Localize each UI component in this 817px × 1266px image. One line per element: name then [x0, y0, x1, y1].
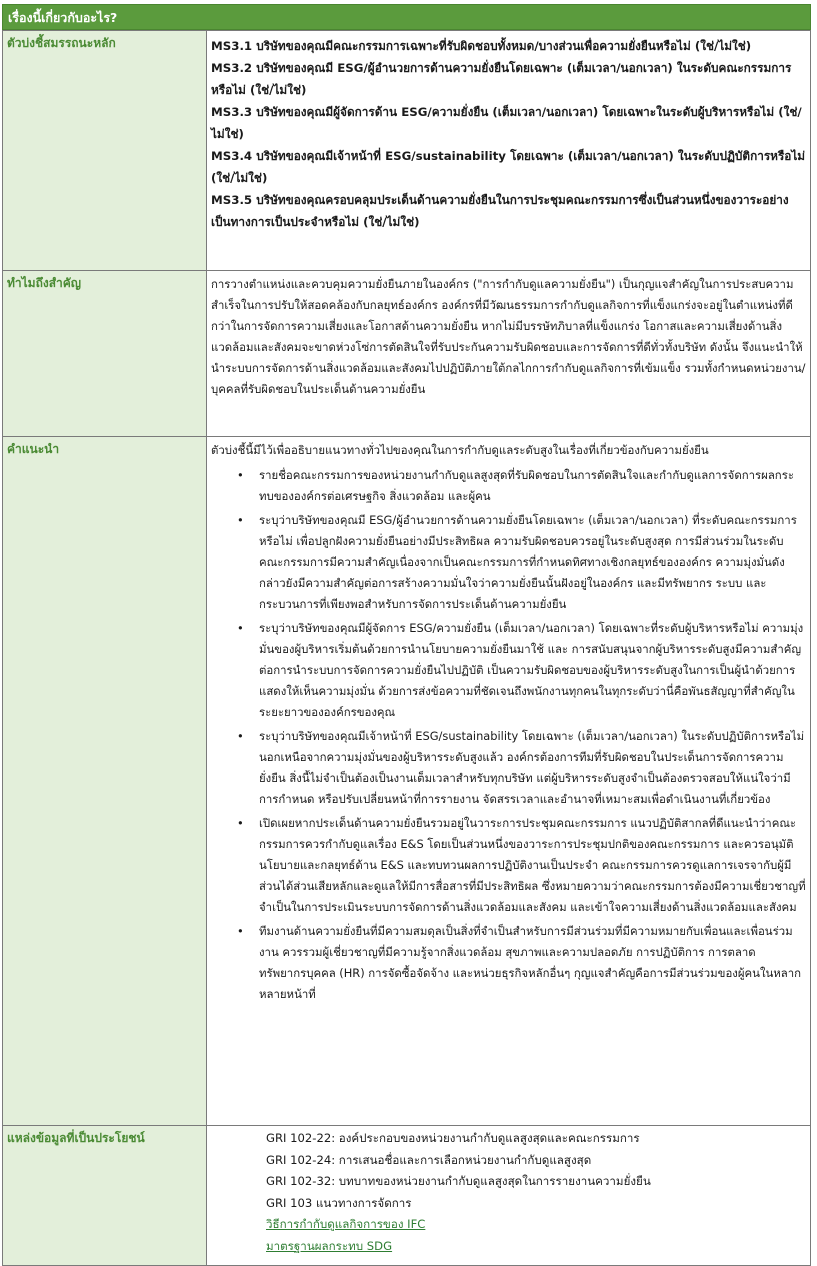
- key-indicators-label: ตัวบ่งชี้สมรรถนะหลัก: [3, 31, 207, 271]
- indicator-item: MS3.1 บริษัทของคุณมีคณะกรรมการเฉพาะที่รับผิดชอบทั้งหมด/บางส่วนเพื่อความยั่งยืนหรือไม่ (ใช่/ไม่ใช่): [211, 39, 752, 53]
- sdg-impact-standards-link[interactable]: มาตรฐานผลกระทบ SDG: [266, 1238, 393, 1253]
- why-content: [207, 271, 811, 437]
- recommendation-intro: ตัวบ่งชี้นี้มีไว้เพื่ออธิบายแนวทางทั่วไปของคุณในการกำกับดูแลระดับสูงในเรื่องที่เกี่ยวข้องกับความยั่งยืน: [211, 443, 709, 457]
- list-item: • ระบุว่าบริษัทของคุณมี ESG/ผู้อำนวยการด้านความยั่งยืนโดยเฉพาะ (เต็มเวลา/นอกเวลา) ที่ระดับคณะกรรมการหรือไม่ เพื่อปลูกฝังความยั่งยืนอย่างมีประสิทธิผล ความรับผิดชอบควรอยู่ในระดับสูงสุด การมีส่วนร่วมในระดับคณะกรรมการมีความสำคัญเนื่องจากเป็นคณะกรรมการที่กำหนดทิศทางเชิงกลยุทธ์ขององค์กร ความมุ่งมั่นดังกล่าวยังมีความสำคัญต่อการสร้างความมั่นใจว่าความยั่งยืนนั้นฝังอยู่ในองค์กร และมีทรัพยากร ระบบ และกระบวนการที่เพียงพอสำหรับการจัดการประเด็นด้านความยั่งยืน: [259, 510, 806, 615]
- why-text: การวางตำแหน่งและควบคุมความยั่งยืนภายในองค์กร ("การกำกับดูแลความยั่งยืน") เป็นกุญแจสำคัญในการประสบความสำเร็จในการปรับให้สอดคล้องกับกลยุทธ์องค์กร องค์กรที่มีวัฒนธรรมการกำกับดูแลกิจการที่แข็งแกร่งจะอยู่ในตำแหน่งที่ดีกว่าในการจัดการความเสี่ยงและโอกาสด้านความยั่งยืน หากไม่มีบรรษัทภิบาลที่แข็งแกร่ง โอกาสและความเสี่ยงด้านสิ่งแวดล้อมและสังคมจะขาดห่วงโซ่การตัดสินใจที่รับประกันความรับผิดชอบและการจัดการที่ดีทั่วทั้งบริษัท ดังนั้น จึงแนะนำให้นำระบบการจัดการด้านสิ่งแวดล้อมและสังคมไปปฏิบัติภายใต้กลไกการกำกับดูแลกิจการที่เข้มแข็ง รวมทั้งกำหนดหน่วยงาน/บุคคลที่รับผิดชอบในประเด็นด้านความยั่งยืน: [211, 277, 806, 396]
- resource-item: GRI 102-22: องค์ประกอบของหน่วยงานกำกับดูแลสูงสุดและคณะกรรมการ: [266, 1131, 640, 1145]
- resources-label: แหล่งข้อมูลที่เป็นประโยชน์: [3, 1126, 207, 1266]
- indicator-item: MS3.5 บริษัทของคุณครอบคลุมประเด็นด้านความยั่งยืนในการประชุมคณะกรรมการซึ่งเป็นส่วนหนึ่งของวาระอย่างเป็นทางการเป็นประจำหรือไม่ (ใช่/ไม่ใช่): [211, 193, 789, 229]
- list-item: • ทีมงานด้านความยั่งยืนที่มีความสมดุลเป็นสิ่งที่จำเป็นสำหรับการมีส่วนร่วมที่มีความหมายกับเพื่อนและเพื่อนร่วมงาน ควรรวมผู้เชี่ยวชาญที่มีความรู้จากสิ่งแวดล้อม สุขภาพและความปลอดภัย การปฏิบัติการ การตลาด ทรัพยากรบุคคล (HR) การจัดซื้อจัดจ้าง และหน่วยธุรกิจหลักอื่นๆ กุญแจสำคัญคือการมีส่วนร่วมของผู้คนในหลากหลายหน้าที่: [259, 921, 806, 1005]
- resource-item: GRI 103 แนวทางการจัดการ: [266, 1195, 412, 1210]
- indicator-item: MS3.2 บริษัทของคุณมี ESG/ผู้อำนวยการด้านความยั่งยืนโดยเฉพาะ (เต็มเวลา/นอกเวลา) ในระดับคณะกรรมการหรือไม่ (ใช่/ไม่ใช่): [211, 61, 792, 97]
- key-indicators-row: [3, 31, 811, 271]
- list-item: • รายชื่อคณะกรรมการของหน่วยงานกำกับดูแลสูงสุดที่รับผิดชอบในการตัดสินใจและกำกับดูแลการจัดการผลกระทบขององค์กรต่อเศรษฐกิจ สิ่งแวดล้อม และผู้คน: [259, 465, 806, 507]
- resource-item: GRI 102-32: บทบาทของหน่วยงานกำกับดูแลสูงสุดในการรายงานความยั่งยืน: [266, 1174, 651, 1188]
- resources-row: [3, 1126, 811, 1266]
- recommendation-content: [207, 437, 811, 1126]
- recommendation-label: คำแนะนำ: [3, 437, 207, 1126]
- indicator-item: MS3.3 บริษัทของคุณมีผู้จัดการด้าน ESG/ความยั่งยืน (เต็มเวลา/นอกเวลา) โดยเฉพาะในระดับผู้บริหารหรือไม่ (ใช่/ไม่ใช่): [211, 105, 802, 141]
- section-header: [2, 4, 811, 30]
- why-row: [3, 271, 811, 437]
- header-title: เรื่องนี้เกี่ยวกับอะไร?: [8, 10, 118, 25]
- why-label: ทำไมถึงสำคัญ: [3, 271, 207, 437]
- list-item: • เปิดเผยหากประเด็นด้านความยั่งยืนรวมอยู่ในวาระการประชุมคณะกรรมการ แนวปฏิบัติสากลที่ดีแนะนำว่าคณะกรรมการควรกำกับดูแลเรื่อง E&S โดยเป็นส่วนหนึ่งของวาระการประชุมปกติของคณะกรรมการ และควรอนุมัตินโยบายและกลยุทธ์ด้าน E&S และทบทวนผลการปฏิบัติงานเป็นประจำ คณะกรรมการควรดูแลการเจรจากับผู้มีส่วนได้ส่วนเสียหลักและดูแลให้มีการสื่อสารที่มีประสิทธิผล ซึ่งหมายความว่าคณะกรรมการต้องมีความเชี่ยวชาญที่จำเป็นในการประเมินระบบการจัดการด้านสิ่งแวดล้อมและสังคม และเข้าใจความเสี่ยงด้านสิ่งแวดล้อมและสังคม: [259, 813, 806, 918]
- recommendation-list: [211, 465, 806, 1005]
- ifc-governance-link[interactable]: วิธีการกำกับดูแลกิจการของ IFC: [266, 1217, 426, 1231]
- indicator-item: MS3.4 บริษัทของคุณมีเจ้าหน้าที่ ESG/sustainability โดยเฉพาะ (เต็มเวลา/นอกเวลา) ในระดับปฏิบัติการหรือไม่ (ใช่/ไม่ใช่): [211, 149, 806, 185]
- document-page: [2, 4, 811, 1266]
- resources-content: [207, 1126, 811, 1266]
- resource-item: GRI 102-24: การเสนอชื่อและการเลือกหน่วยงานกำกับดูแลสูงสุด: [266, 1152, 592, 1167]
- list-item: • ระบุว่าบริษัทของคุณมีผู้จัดการ ESG/ความยั่งยืน (เต็มเวลา/นอกเวลา) โดยเฉพาะที่ระดับผู้บริหารหรือไม่ ความมุ่งมั่นของผู้บริหารเริ่มต้นด้วยการนำนโยบายความยั่งยืนมาใช้ และ การสนับสนุนจากผู้บริหารระดับสูงมีความสำคัญต่อการนำระบบการจัดการความยั่งยืนไปปฏิบัติ เป็นความรับผิดชอบของผู้บริหารระดับสูงในการเป็นผู้นำด้วยการแสดงให้เห็นความมุ่งมั่น ด้วยการส่งข้อความที่ชัดเจนถึงพนักงานทุกคนในทุกระดับว่านี่คือพันธสัญญาที่สำคัญในระยะยาวขององค์กรของคุณ: [259, 618, 806, 723]
- list-item: • ระบุว่าบริษัทของคุณมีเจ้าหน้าที่ ESG/sustainability โดยเฉพาะ (เต็มเวลา/นอกเวลา) ในระดับปฏิบัติการหรือไม่ นอกเหนือจากความมุ่งมั่นของผู้บริหารระดับสูงแล้ว องค์กรต้องการทีมที่รับผิดชอบในประเด็นการจัดการความยั่งยืน สิ่งนี้ไม่จำเป็นต้องเป็นงานเต็มเวลาสำหรับทุกบริษัท แต่ผู้บริหารระดับสูงจำเป็นต้องตรวจสอบให้แน่ใจว่ามีการกำหนด หรือปรับเปลี่ยนหน้าที่การรายงาน จัดสรรเวลาและอำนาจที่เหมาะสมเพื่อดำเนินงานที่เกี่ยวข้อง: [259, 726, 806, 810]
- resources-list: [211, 1126, 806, 1265]
- recommendation-row: [3, 437, 811, 1126]
- content-table: [2, 30, 811, 1266]
- key-indicators-content: [207, 31, 811, 271]
